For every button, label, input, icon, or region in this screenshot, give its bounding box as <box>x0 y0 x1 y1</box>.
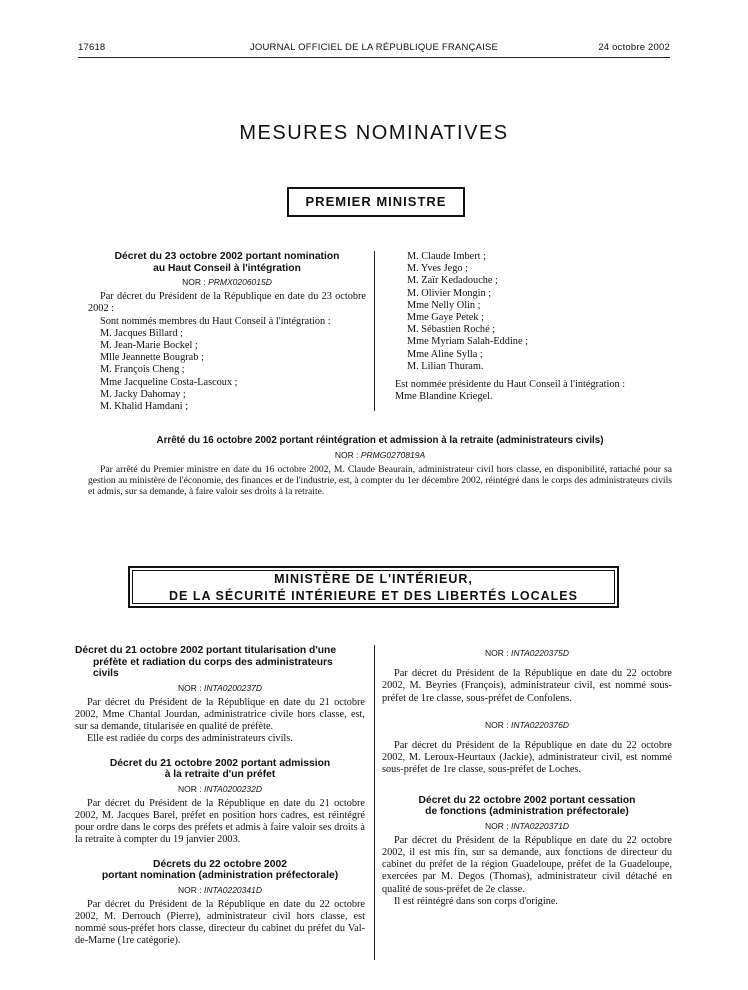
box-inner-border <box>132 570 615 604</box>
member-name: M. Sébastien Roché ; <box>407 324 496 336</box>
members-intro: Sont nommés membres du Haut Conseil à l'intégration : <box>100 315 331 327</box>
title-line1: Décret du 22 octobre 2002 portant cessation <box>418 794 636 806</box>
title-line2: portant nomination (administration préfectorale) <box>101 870 339 882</box>
member-name: M. Claude Imbert ; <box>407 251 486 262</box>
column-divider <box>374 645 375 960</box>
spacer <box>382 777 672 789</box>
spacer <box>75 746 365 758</box>
member-name: Mme Aline Sylla ; <box>407 348 483 360</box>
nor-label: NOR : <box>182 277 206 287</box>
decret-haut-conseil-left <box>88 251 366 413</box>
title-line2: préfète et radiation du corps des administrateurs <box>93 656 333 668</box>
decret-retraite-title <box>75 758 365 781</box>
page-number: 17618 <box>78 42 106 53</box>
title-line3: civils <box>93 668 119 679</box>
nor-code: INTA0220375D <box>511 648 569 658</box>
member-name: M. Jacques Billard ; <box>100 327 183 339</box>
decrets-nomination-text: Par décret du Président de la République en date du 22 octobre 2002, M. Derrouch (Pierre), administrateur civil hors classe, est nommé sous-préfet hors classe, directeur du cabinet du préfet du Val-de-Marne (1re catégorie). <box>75 898 365 947</box>
member-name: Mlle Jeannette Bougrab ; <box>100 352 204 364</box>
nor-reference <box>75 682 365 694</box>
members-list-left <box>88 328 366 413</box>
nor-label: NOR : <box>485 648 509 658</box>
premier-ministre-box <box>287 187 465 217</box>
nor-code: INTA0200232D <box>204 783 262 794</box>
nor-code: INTA0220341D <box>204 884 262 895</box>
title-line1: Décrets du 22 octobre 2002 <box>153 858 287 870</box>
nor-reference <box>88 276 366 288</box>
section-title: MESURES NOMINATIVES <box>239 122 509 144</box>
title-line1: Décret du 21 octobre 2002 portant admission <box>109 757 331 769</box>
nor-label: NOR : <box>178 682 202 693</box>
decret-title-line1: Décret du 23 octobre 2002 portant nomination <box>114 251 340 262</box>
premier-ministre-label: PREMIER MINISTRE <box>305 194 447 209</box>
decret-intro: Par décret du Président de la République en date du 23 octobre 2002 : <box>88 291 366 315</box>
member-name: M. Khalid Hamdani ; <box>100 401 189 413</box>
ministere-left-column <box>75 645 365 948</box>
spacer <box>75 847 365 859</box>
member-name: M. Zaïr Kedadouche ; <box>407 275 498 287</box>
decret-haut-conseil-right <box>395 251 657 403</box>
ministere-line1: MINISTÈRE DE L'INTÉRIEUR, <box>274 572 473 586</box>
nor-code: PRMX0206015D <box>208 277 272 287</box>
title-line2: de fonctions (administration préfectorale) <box>425 806 629 818</box>
nor-label: NOR : <box>178 783 202 794</box>
member-name: M. Jean-Marie Bockel ; <box>100 340 198 352</box>
decret-titularisation-title <box>75 645 365 680</box>
title-line2: à la retraite d'un préfet <box>164 769 276 781</box>
title-line1: Décret du 21 octobre 2002 portant titularisation d'une <box>75 645 337 656</box>
nor-label: NOR : <box>178 884 202 895</box>
member-name: M. Olivier Mongin ; <box>407 287 492 299</box>
decret-cessation-text2: Il est réintégré dans son corps d'origine. <box>394 895 558 907</box>
nor-reference <box>88 449 672 461</box>
nomination-confolens-text: Par décret du Président de la République en date du 22 octobre 2002, M. Beyries (François), administrateur civil, est nommé sous-préfet de 1re classe, sous-préfet de Confolens. <box>382 668 672 704</box>
nor-reference <box>382 719 672 731</box>
decret-cessation-text: Par décret du Président de la République en date du 22 octobre 2002, il est mis fin, sur sa demande, aux fonctions de directeur du cabinet du préfet de la région Guadeloupe, préfet de la Guadeloupe, exercées par M. Degos (Thomas), administrateur civil détaché en qualité de sous-préfet de 2e classe. <box>382 834 672 895</box>
member-name: M. Jacky Dahomay ; <box>100 388 186 400</box>
nomination-loches-text: Par décret du Président de la République en date du 22 octobre 2002, M. Leroux-Heurtaux (Jackie), administrateur civil, est nommé sous-préfet de 1re classe, sous-préfet de Loches. <box>382 740 672 776</box>
decret-titularisation-text: Par décret du Président de la République en date du 21 octobre 2002, Mme Chantal Jourdan, administratrice civile hors classe, est, sur sa demande, titularisée en qualité de préfète. <box>75 696 365 733</box>
nor-code: INTA0220371D <box>511 820 569 831</box>
nor-reference <box>382 647 672 659</box>
arrete-reintegration <box>88 435 672 497</box>
ministere-line2: DE LA SÉCURITÉ INTÉRIEURE ET DES LIBERTÉS LOCALES <box>169 589 578 603</box>
decret-titularisation-text2: Elle est radiée du corps des administrateurs civils. <box>87 733 293 745</box>
issue-date: 24 octobre 2002 <box>598 42 670 53</box>
member-name: Mme Jacqueline Costa-Lascoux ; <box>100 376 238 388</box>
nor-code: INTA0200237D <box>204 682 262 693</box>
spacer <box>382 705 672 717</box>
members-list-right <box>395 251 657 373</box>
ministere-interieur-box <box>128 566 619 608</box>
header-rule <box>78 57 670 58</box>
nor-label: NOR : <box>334 449 359 460</box>
nor-code: PRMG0270819A <box>360 449 426 460</box>
member-name: M. Lilian Thuram. <box>407 360 484 372</box>
decret-retraite-text: Par décret du Président de la République en date du 21 octobre 2002, M. Jacques Barel, préfet en position hors cadres, est réintégré pour ordre dans le corps des préfets et admis à faire valoir ses droits à la retraite à compter du 19 janvier 2003. <box>75 797 365 846</box>
decret-title <box>88 251 366 274</box>
ministere-right-column <box>382 645 672 908</box>
nor-label: NOR : <box>485 820 509 831</box>
decret-title-line2: au Haut Conseil à l'intégration <box>153 262 301 274</box>
nor-label: NOR : <box>485 719 509 730</box>
column-divider <box>374 251 375 411</box>
arrete-title: Arrêté du 16 octobre 2002 portant réintégration et admission à la retraite (administrateurs civils) <box>156 435 604 446</box>
nor-reference <box>382 820 672 832</box>
journal-title: JOURNAL OFFICIEL DE LA RÉPUBLIQUE FRANÇAISE <box>249 42 499 53</box>
nor-reference <box>75 884 365 896</box>
member-name: M. François Cheng ; <box>100 364 185 376</box>
member-name: Mme Myriam Salah-Eddine ; <box>407 336 528 348</box>
nor-code: INTA0220376D <box>511 719 569 730</box>
president-intro: Est nommée présidente du Haut Conseil à l'intégration : <box>395 379 626 391</box>
arrete-text: Par arrêté du Premier ministre en date du 16 octobre 2002, M. Claude Beaurain, administrateur civil hors classe, en disponibilité, rattaché pour sa gestion au ministère de l'économie, des finances et de l'industrie, est, à compter du 1er décembre 2002, réintégré dans le corps des administrateurs civils et admis, sur sa demande, à faire valoir ses droits à la retraite. <box>88 463 672 497</box>
president-name: Mme Blandine Kriegel. <box>395 391 493 403</box>
member-name: M. Yves Jego ; <box>407 263 468 275</box>
member-name: Mme Gaye Petek ; <box>407 312 484 324</box>
decret-cessation-title <box>382 795 672 818</box>
decrets-nomination-title <box>75 859 365 882</box>
nor-reference <box>75 783 365 795</box>
member-name: Mme Nelly Olin ; <box>407 299 481 311</box>
